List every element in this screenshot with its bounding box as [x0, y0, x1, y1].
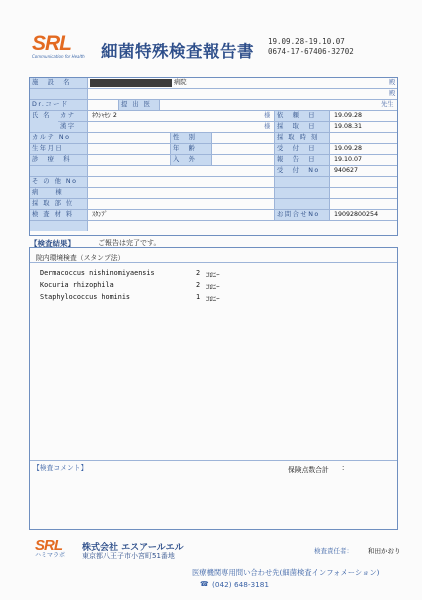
request-date-value: 19.09.28 [334, 112, 363, 119]
facility-suffix: 殿 [389, 79, 396, 86]
facility-row [30, 78, 397, 89]
other-row [30, 177, 397, 188]
blank-label-5 [274, 199, 330, 209]
organism-count: 1 [196, 293, 201, 301]
kana-label: カナ [58, 111, 88, 121]
ward-label: 病 棟 [30, 188, 88, 198]
organism-name: Dermacoccus nishinomiyaensis [40, 269, 155, 277]
footer-logo-tagline: ハミマラボ [35, 552, 66, 559]
results-heading: 【検査結果】 [30, 239, 75, 248]
redacted-facility [90, 79, 172, 87]
doctor-suffix: 先生 [381, 101, 394, 108]
doctor-row [30, 100, 397, 111]
company-name: 株式会社 エスアールエル [82, 543, 184, 553]
facility-row-2 [30, 89, 397, 100]
results-status: ご報告は完了です。 [98, 239, 161, 247]
material-value: ｽﾀﾝﾌﾟ [92, 211, 108, 218]
divider [30, 262, 397, 263]
organism-name: Staphylococcus hominis [40, 293, 131, 301]
blank-label-4 [274, 188, 330, 198]
birth-row [30, 144, 397, 155]
dept-row [30, 155, 397, 166]
collect-time-label: 採 取 時 刻 [274, 133, 330, 143]
collect-date-label: 採 取 日 [274, 122, 330, 132]
company-address: 東京都八王子市小宮町51番地 [82, 552, 175, 560]
name-label: 氏 名 [30, 111, 58, 132]
phone-number: (042) 648-3181 [212, 580, 270, 589]
logo-tagline: Communication for Health [32, 54, 85, 59]
facility-label: 施 設 名 [30, 78, 88, 88]
inquiry-value: 19092800254 [334, 211, 379, 218]
footer-logo-text: SRL [35, 537, 62, 554]
site-row [30, 199, 397, 210]
header-info [268, 37, 354, 57]
organism-count: 2 [196, 281, 201, 289]
results-box [29, 247, 398, 530]
sex-label: 性 別 [170, 133, 212, 143]
kana-suffix: 様 [264, 112, 271, 119]
blank-label-3 [274, 177, 330, 187]
dept-label: 診 療 科 [30, 155, 88, 165]
responsible-name: 和田かおり [368, 547, 401, 555]
results-subheading: 院内環境検査（スタンプ法） [36, 254, 125, 262]
srl-logo [32, 34, 96, 60]
organism-unit: ｺﾛﾆｰ [206, 295, 220, 303]
organism-name: Kocuria rhizophila [40, 281, 114, 289]
contact-info: 医療機関専用問い合わせ先(細菌検査インフォメーション) [192, 568, 380, 577]
facility-suffix-2: 殿 [389, 90, 396, 97]
receipt-no-label: 受 付 No [274, 166, 330, 176]
organism-unit: ｺﾛﾆｰ [206, 283, 220, 291]
date-range: 19.09.28-19.10.07 [268, 37, 345, 46]
organism-count: 2 [196, 269, 201, 277]
receive-date-value: 19.09.28 [334, 145, 363, 152]
kanji-label: 漢字 [58, 122, 88, 132]
material-row [30, 210, 397, 221]
ward-row [30, 188, 397, 199]
chart-no-label: カルテ No [30, 133, 88, 143]
birth-date-label: 生年月日 [30, 144, 88, 154]
receive-date-label: 受 付 日 [274, 144, 330, 154]
submitter-label: 提 出 医 [118, 100, 160, 110]
kana-value: ﾈｳｼｬｾﾝ 2 [92, 112, 117, 119]
request-date-label: 依 頼 日 [274, 111, 330, 121]
facility-value: 病院 [174, 79, 187, 86]
footer-logo [35, 539, 65, 558]
blank-row [30, 221, 397, 232]
inquiry-label: お問合せNo [274, 210, 330, 220]
logo-text: SRL [32, 32, 71, 55]
organism-unit: ｺﾛﾆｰ [206, 271, 220, 279]
receipt-no-value: 940627 [334, 167, 359, 174]
blank-label [30, 89, 88, 99]
report-date-label: 報 告 日 [274, 155, 330, 165]
report-date-value: 19.10.07 [334, 156, 363, 163]
inout-label: 入 外 [170, 155, 212, 165]
age-label: 年 齢 [170, 144, 212, 154]
phone-icon: ☎ [200, 580, 209, 588]
patient-info-table [29, 77, 398, 236]
material-label: 検 査 材 料 [30, 210, 88, 220]
blank-label-6 [30, 221, 88, 231]
points-value: : [342, 464, 345, 472]
kanji-suffix: 様 [264, 123, 271, 130]
report-title: 細菌特殊検査報告書 [101, 42, 254, 61]
receipt-row [30, 166, 397, 177]
chart-row [30, 133, 397, 144]
collect-date-value: 19.08.31 [334, 123, 363, 130]
blank-label-2 [30, 166, 88, 176]
site-label: 採 取 部 位 [30, 199, 88, 209]
divider [30, 460, 397, 461]
kanji-row [30, 122, 397, 133]
report-code: 0674-17-67406-32702 [268, 47, 354, 56]
points-label: 保険点数合計 [288, 466, 329, 474]
other-no-label: そ の 他 No [30, 177, 88, 187]
responsible-label: 検査責任者： [314, 547, 353, 555]
comment-label: 【検査コメント】 [33, 464, 88, 472]
kana-row [30, 111, 397, 122]
doctor-code-label: Dr.コード [30, 100, 88, 110]
